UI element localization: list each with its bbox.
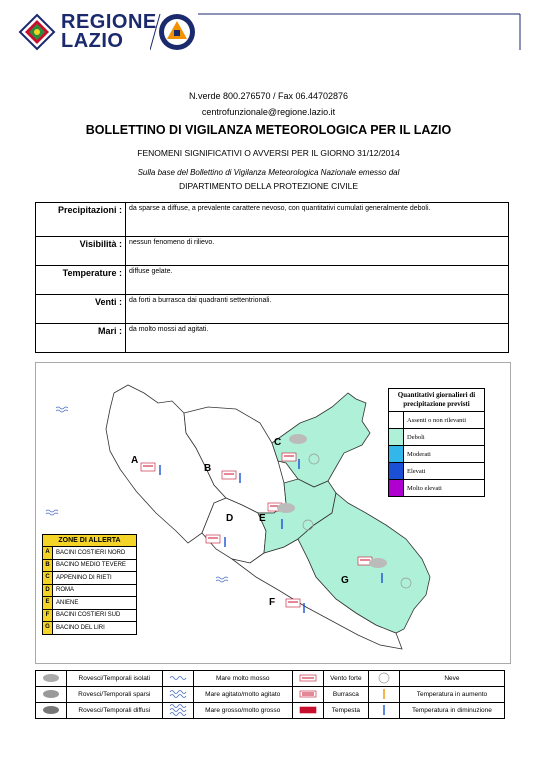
symbol-label: Mare agitato/molto agitato [193, 687, 292, 703]
department-name: DIPARTIMENTO DELLA PROTEZIONE CIVILE [178, 181, 358, 191]
logo-line1: REGIONE [61, 11, 157, 33]
symbol-label: Rovesci/Temporali sparsi [67, 687, 163, 703]
legend-item [389, 463, 484, 480]
symbols-row [36, 687, 505, 703]
alert-zone-letter: E [43, 597, 53, 609]
symbol-label: Temperatura in diminuzione [399, 703, 504, 719]
alert-zone-letter: G [43, 622, 53, 634]
phenomena-row [36, 203, 509, 237]
phenomena-label: Visibilità : [36, 237, 126, 266]
wind-icon [292, 671, 323, 687]
phenomena-text: diffuse gelate. [126, 266, 509, 295]
legend-swatch [389, 446, 404, 462]
symbol-label: Rovesci/Temporali diffusi [67, 703, 163, 719]
cloud-snow-icon [289, 434, 307, 444]
alert-zone-name: ANIENE [56, 599, 79, 606]
phenomena-table [35, 202, 509, 353]
wind-icon [206, 535, 220, 543]
legend-item [389, 446, 484, 463]
legend-swatch [389, 480, 404, 496]
symbols-row [36, 671, 505, 687]
wind-icon [222, 471, 236, 479]
zone-label-g: G [341, 575, 349, 586]
legend-swatch [389, 429, 404, 445]
waves-icon [162, 687, 193, 703]
legend-label: Molto elevati [407, 484, 442, 492]
alert-zone-row [43, 622, 136, 634]
wind-icon [286, 599, 300, 607]
symbol-label: Neve [399, 671, 504, 687]
logo-line2: LAZIO [61, 30, 124, 52]
phenomena-label: Venti : [36, 295, 126, 324]
waves-icon [162, 671, 193, 687]
legend-swatch [389, 463, 404, 479]
cloud-snow-icon [369, 558, 387, 568]
contact-phone: N.verde 800.276570 / Fax 06.44702876 [188, 91, 349, 101]
wind-icon [141, 463, 155, 471]
alert-zone-letter: B [43, 560, 53, 572]
wind-icon [292, 703, 323, 719]
legend-item [389, 429, 484, 446]
zone-label-f: F [269, 597, 276, 608]
symbols-legend-table [35, 670, 505, 719]
legend-swatch [389, 412, 404, 428]
cloud-thunder-icon [36, 687, 67, 703]
alert-zone-row [43, 585, 136, 598]
legend-label: Assenti o non rilevanti [407, 416, 467, 424]
regione-emblem-icon [17, 12, 57, 52]
symbol-label: Mare molto mosso [193, 671, 292, 687]
symbol-label: Mare grosso/molto grosso [193, 703, 292, 719]
alert-zone-name: BACINI COSTIERI SUD [56, 612, 121, 619]
phenomena-label: Precipitazioni : [36, 203, 126, 237]
legend-label: Moderati [407, 450, 431, 458]
temperature-down-icon [368, 703, 399, 719]
symbol-label: Rovesci/Temporali isolati [67, 671, 163, 687]
alert-zone-letter: C [43, 572, 53, 584]
zone-label-a: A [131, 455, 139, 466]
header-divider [150, 12, 530, 52]
phenomena-row [36, 324, 509, 353]
alert-zone-letter: A [43, 547, 53, 559]
phenomena-text: da forti a burrasca dai quadranti settentrionali. [126, 295, 509, 324]
legend-label: Elevati [407, 467, 426, 475]
zone-label-c: C [274, 437, 282, 448]
bulletin-subtitle: FENOMENI SIGNIFICATIVI O AVVERSI PER IL GIORNO 31/12/2014 [137, 148, 400, 158]
alert-zone-name: BACINO MEDIO TEVERE [56, 562, 126, 569]
legend-item [389, 412, 484, 429]
legend-label: Deboli [407, 433, 425, 441]
symbol-label: Burrasca [323, 687, 368, 703]
alert-zone-row [43, 547, 136, 560]
phenomena-row [36, 237, 509, 266]
phenomena-label: Temperature : [36, 266, 126, 295]
symbol-label: Temperatura in aumento [399, 687, 504, 703]
cloud-snow-icon [277, 503, 295, 513]
zone-label-d: D [226, 513, 234, 524]
cloud-thunder-icon [36, 671, 67, 687]
alert-zone-row [43, 572, 136, 585]
zone-label-b: B [204, 463, 212, 474]
waves-icon [162, 703, 193, 719]
phenomena-label: Mari : [36, 324, 126, 353]
wind-icon [292, 687, 323, 703]
alert-zone-row [43, 610, 136, 623]
alert-zone-letter: D [43, 585, 53, 597]
phenomena-row [36, 295, 509, 324]
legend-item [389, 480, 484, 496]
alert-zone-letter: F [43, 610, 53, 622]
alert-zones-title: ZONE DI ALLERTA [43, 535, 136, 547]
symbol-label: Tempesta [323, 703, 368, 719]
regione-lazio-logo [17, 11, 157, 52]
alert-zone-name: BACINO DEL LIRI [56, 624, 105, 631]
basis-line: Sulla base del Bollettino di Vigilanza Meteorologica Nazionale emesso dal [137, 168, 400, 177]
phenomena-text: da sparse a diffuse, a prevalente carattere nevoso, con quantitativi cumulati generalmente deboli. [126, 203, 509, 237]
symbol-label: Vento forte [323, 671, 368, 687]
symbols-row [36, 703, 505, 719]
alert-zone-name: APPENINO DI RIETI [56, 574, 112, 581]
wind-icon [282, 453, 296, 461]
temperature-up-icon [368, 687, 399, 703]
alert-zones-legend [42, 534, 137, 635]
precipitation-legend-title: Quantitativi giornalieri di precipitazione previsti [389, 389, 484, 412]
precipitation-legend [388, 388, 485, 497]
phenomena-text: da molto mossi ad agitati. [126, 324, 509, 353]
phenomena-text: nessun fenomeno di rilievo. [126, 237, 509, 266]
alert-zone-row [43, 560, 136, 573]
zone-c-area[interactable] [272, 393, 370, 487]
contact-email[interactable]: centrofunzionale@regione.lazio.it [201, 107, 336, 117]
alert-zone-name: BACINI COSTIERI NORD [56, 549, 126, 556]
bulletin-title: BOLLETTINO DI VIGILANZA METEOROLOGICA PER IL LAZIO [85, 123, 452, 137]
alert-zone-name: ROMA [56, 587, 74, 594]
phenomena-row [36, 266, 509, 295]
zone-label-e: E [259, 513, 266, 524]
snow-icon [368, 671, 399, 687]
alert-zone-row [43, 597, 136, 610]
cloud-thunder-icon [36, 703, 67, 719]
